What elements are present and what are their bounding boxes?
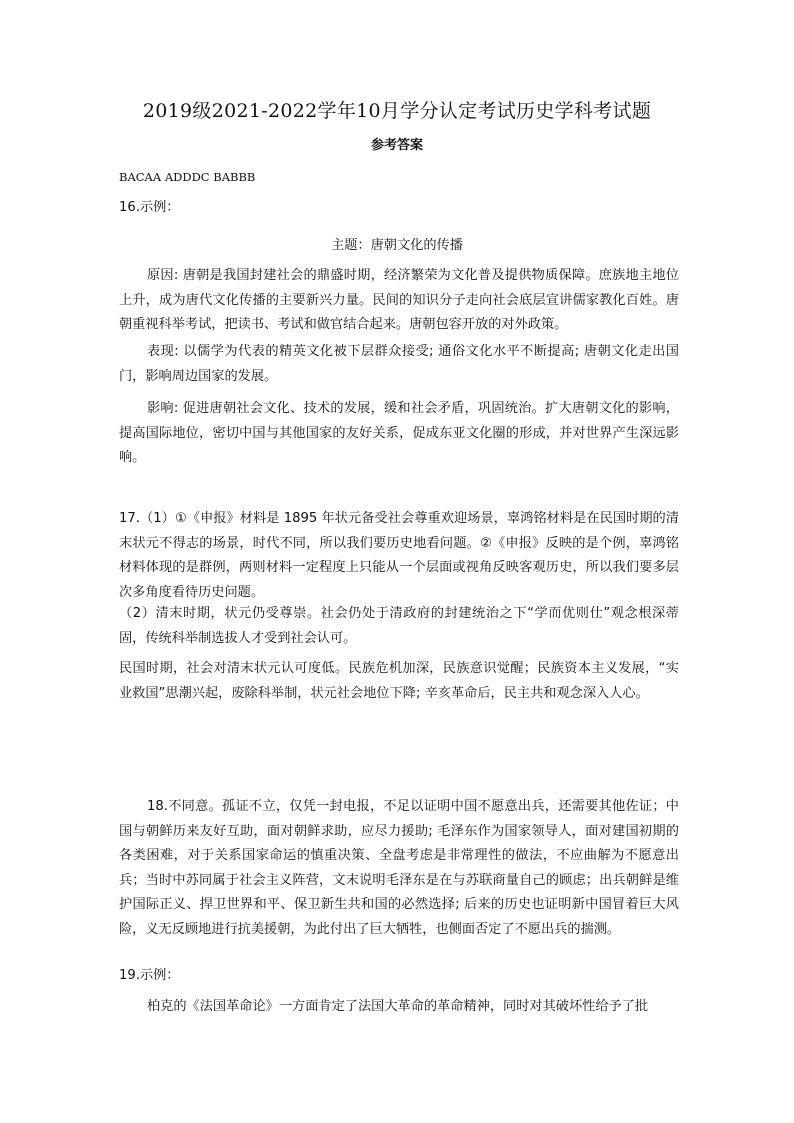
- question-19-answer: 柏克的《法国革命论》一方面肯定了法国大革命的革命精神，同时对其破坏性给予了批: [147, 999, 649, 1014]
- question-17-part-1: 17.（1）①《申报》材料是 1895 年状元备受社会尊重欢迎场景，辜鸿铭材料是在民国时期的清末状元不得志的场景，时代不同，所以我们要历史地看问题。②《申报》反映的是个例，辜鸿铭材料体现的是群例，两则材料一定程度上只能从一个层面或视角反映客观历史，所以我们要多层次多角度看待历史问题。: [119, 511, 679, 600]
- question-18-answer: 18.不同意。孤证不立，仅凭一封电报，不足以证明中国不愿意出兵，还需要其他佐证；中国与朝鲜历来友好互助，面对朝鲜求助，应尽力援助; 毛泽东作为国家领导人，面对建国初期的各类困难，对于关系国家命运的慎重决策、全盘考虑是非常理性的做法，不应曲解为不愿意出兵；当时中苏同属于社会主义阵营，文末说明毛泽东是在与苏联商量自己的顾虑；出兵朝鲜是维护国际正义、捍卫世界和平、保卫新生共和国的必然选择; 后来的历史也证明新中国冒着巨大风险，义无反顾地进行抗美援朝，为此付出了巨大牺牲，也侧面否定了不愿出兵的揣测。: [119, 799, 679, 937]
- question-16-theme: 主题：唐朝文化的传播: [331, 238, 463, 253]
- answer-key-heading: 参考答案: [370, 138, 423, 153]
- exam-title: 2019级2021-2022学年10月学分认定考试历史学科考试题: [142, 100, 652, 122]
- question-17-part-2: （2）清末时期，状元仍受尊崇。社会仍处于清政府的封建统治之下“学而优则仕”观念根深蒂固，传统科举制选拔人才受到社会认可。: [119, 606, 679, 646]
- question-16-reason: 原因: 唐朝是我国封建社会的鼎盛时期，经济繁荣为文化普及提供物质保障。庶族地主地位上升，成为唐代文化传播的主要新兴力量。民间的知识分子走向社会底层宣讲儒家教化百姓。唐朝重视科举考试，把读书、考试和做官结合起来。唐朝包容开放的对外政策。: [119, 268, 679, 332]
- question-16-label: 16.示例：: [119, 200, 180, 215]
- question-16-performance: 表现: 以儒学为代表的精英文化被下层群众接受; 通俗文化水平不断提高; 唐朝文化走出国门，影响周边国家的发展。: [119, 344, 679, 384]
- multiple-choice-answers: BACAA ADDDC BABBB: [119, 170, 256, 184]
- question-19-label: 19.示例：: [119, 968, 180, 983]
- question-16-influence: 影响: 促进唐朝社会文化、技术的发展，缓和社会矛盾，巩固统治。扩大唐朝文化的影响，提高国际地位，密切中国与其他国家的友好关系，促成东亚文化圈的形成，并对世界产生深远影响。: [119, 401, 679, 465]
- question-17-part-3: 民国时期，社会对清末状元认可度低。民族危机加深，民族意识觉醒；民族资本主义发展，“实业救国”思潮兴起，废除科举制，状元社会地位下降; 辛亥革命后，民主共和观念深入人心。: [119, 661, 679, 701]
